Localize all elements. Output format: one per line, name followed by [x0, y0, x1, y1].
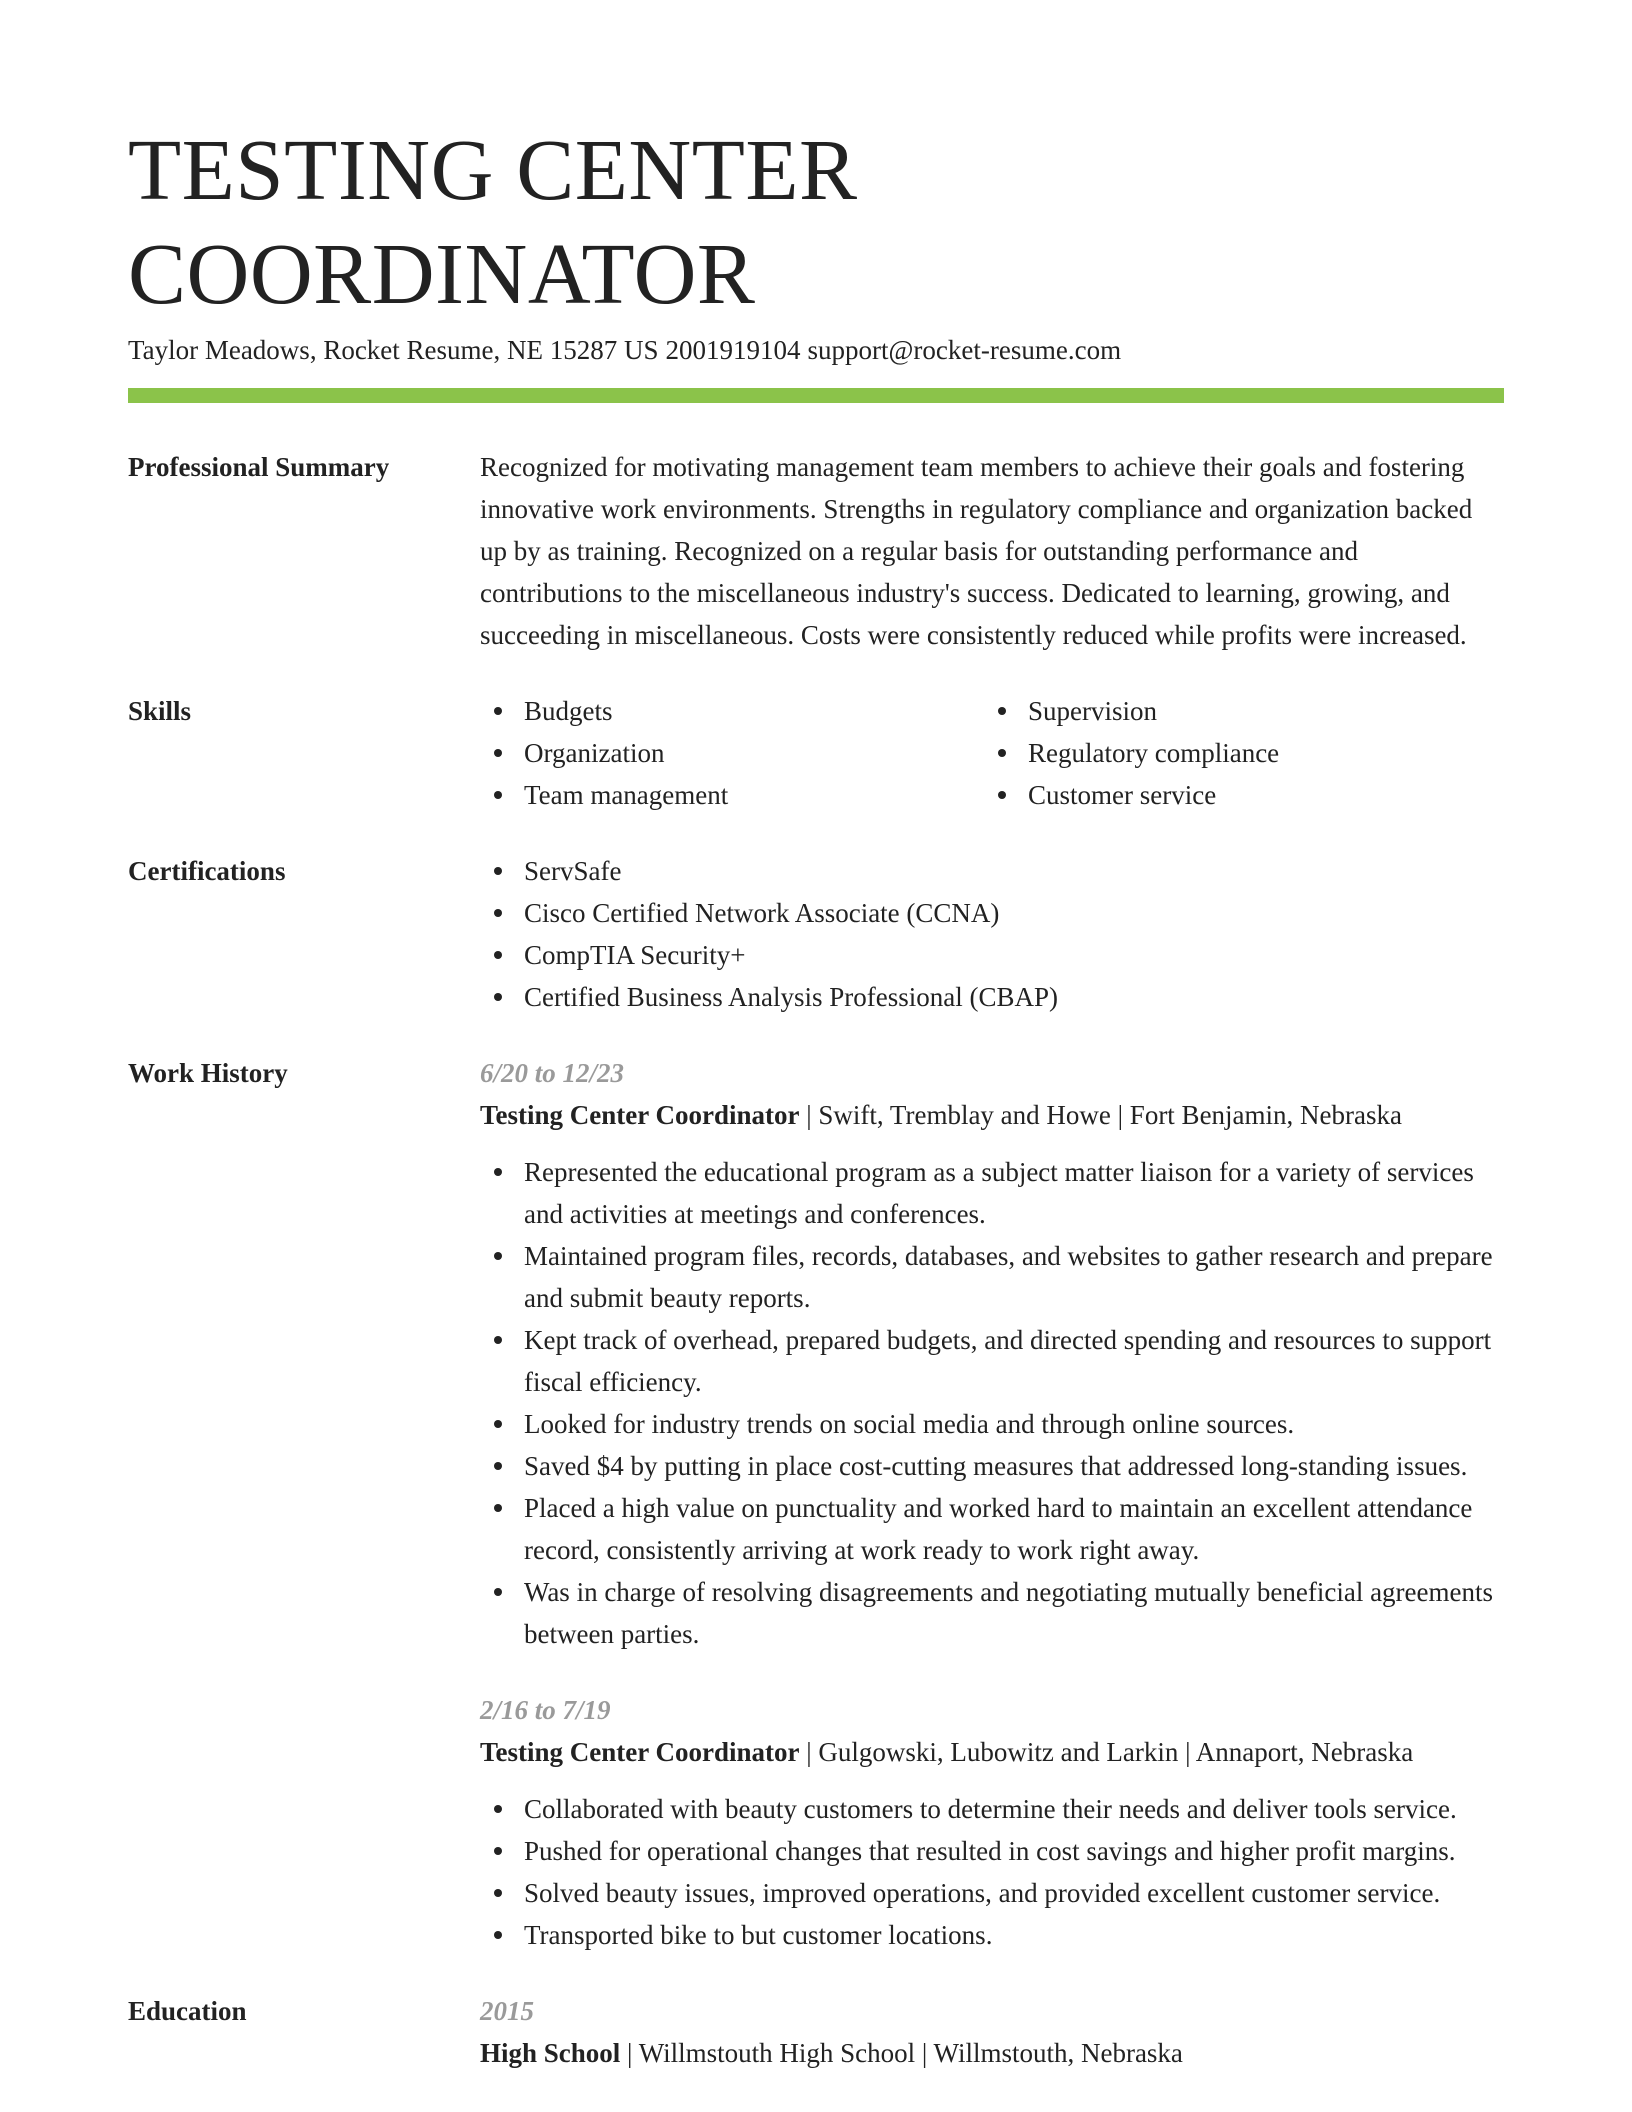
job-heading — [480, 1094, 1504, 1136]
education-section — [128, 1990, 1504, 2074]
resume-title: TESTING CENTER COORDINATOR — [128, 121, 858, 322]
job-bullet: Collaborated with beauty customers to determine their needs and deliver tools service. — [480, 1788, 1504, 1830]
job-title: Testing Center Coordinator — [480, 1100, 800, 1130]
skills-list — [480, 690, 1504, 816]
skills-section — [128, 690, 1504, 816]
education-line — [480, 2032, 1504, 2074]
work-history-heading: Work History — [128, 1058, 288, 1088]
skill-item: Regulatory compliance — [984, 732, 1488, 774]
summary-text: Recognized for motivating management team members to achieve their goals and fostering innovative work environments. Strengths in regulatory compliance and organization backed up by as training. Recognized on a regular basis for outstanding performance and contributions to the miscellaneous industry's success. Dedicated to learning, growing, and succeeding in miscellaneous. Costs were consistently reduced while profits were increased. — [480, 452, 1473, 650]
job-bullet: Placed a high value on punctuality and worked hard to maintain an excellent attendance record, consistently arriving at work ready to work right away. — [480, 1487, 1504, 1571]
skills-column-2 — [984, 690, 1488, 816]
summary-heading: Professional Summary — [128, 452, 390, 482]
job-heading — [480, 1731, 1504, 1773]
skills-column-1 — [480, 690, 984, 816]
job-bullet: Transported bike to but customer locations. — [480, 1914, 1504, 1956]
certification-item: CompTIA Security+ — [480, 934, 1504, 976]
contact-address: Taylor Meadows, Rocket Resume, NE 15287 US — [128, 335, 659, 365]
education-details: | Willmstouth High School | Willmstouth, Nebraska — [620, 2038, 1183, 2068]
skill-item: Supervision — [984, 690, 1488, 732]
certification-item: ServSafe — [480, 850, 1504, 892]
skill-item: Customer service — [984, 774, 1488, 816]
certifications-section — [128, 850, 1504, 1018]
contact-line — [128, 332, 1504, 368]
skills-heading: Skills — [128, 696, 192, 726]
skill-item: Budgets — [480, 690, 984, 732]
education-dates: 2015 — [480, 1996, 534, 2026]
header-divider — [128, 388, 1504, 403]
skill-item: Team management — [480, 774, 984, 816]
job-entry — [480, 1689, 1504, 1956]
certifications-body — [480, 850, 1504, 1018]
job-bullet: Solved beauty issues, improved operations, and provided excellent customer service. — [480, 1872, 1504, 1914]
education-heading: Education — [128, 1996, 247, 2026]
resume-page — [128, 118, 1504, 2108]
contact-phone: 2001919104 — [665, 335, 801, 365]
certification-item: Cisco Certified Network Associate (CCNA) — [480, 892, 1504, 934]
work-history-section — [128, 1052, 1504, 1956]
job-dates: 6/20 to 12/23 — [480, 1058, 625, 1088]
job-bullet: Pushed for operational changes that resulted in cost savings and higher profit margins. — [480, 1830, 1504, 1872]
job-title: Testing Center Coordinator — [480, 1737, 800, 1767]
contact-email: support@rocket-resume.com — [807, 335, 1122, 365]
summary-section — [128, 446, 1504, 656]
job-bullet: Represented the educational program as a subject matter liaison for a variety of services and activities at meetings and conferences. — [480, 1151, 1504, 1235]
job-bullet: Looked for industry trends on social media and through online sources. — [480, 1403, 1504, 1445]
certifications-heading: Certifications — [128, 856, 286, 886]
job-bullets — [480, 1151, 1504, 1655]
job-bullets — [480, 1788, 1504, 1956]
education-body — [480, 1990, 1504, 2074]
certification-item: Certified Business Analysis Professional (CBAP) — [480, 976, 1504, 1018]
resume-sections — [128, 446, 1504, 2074]
job-bullet: Was in charge of resolving disagreements and negotiating mutually beneficial agreements between parties. — [480, 1571, 1504, 1655]
job-entry — [480, 1052, 1504, 1655]
work-history-body — [480, 1052, 1504, 1956]
job-bullet: Saved $4 by putting in place cost-cutting measures that addressed long-standing issues. — [480, 1445, 1504, 1487]
job-details: | Swift, Tremblay and Howe | Fort Benjamin, Nebraska — [799, 1100, 1402, 1130]
certifications-list — [480, 850, 1504, 1018]
job-dates: 2/16 to 7/19 — [480, 1695, 611, 1725]
skill-item: Organization — [480, 732, 984, 774]
education-degree: High School — [480, 2038, 621, 2068]
job-bullet: Kept track of overhead, prepared budgets, and directed spending and resources to support fiscal efficiency. — [480, 1319, 1504, 1403]
job-details: | Gulgowski, Lubowitz and Larkin | Annaport, Nebraska — [799, 1737, 1414, 1767]
job-bullet: Maintained program files, records, databases, and websites to gather research and prepare and submit beauty reports. — [480, 1235, 1504, 1319]
